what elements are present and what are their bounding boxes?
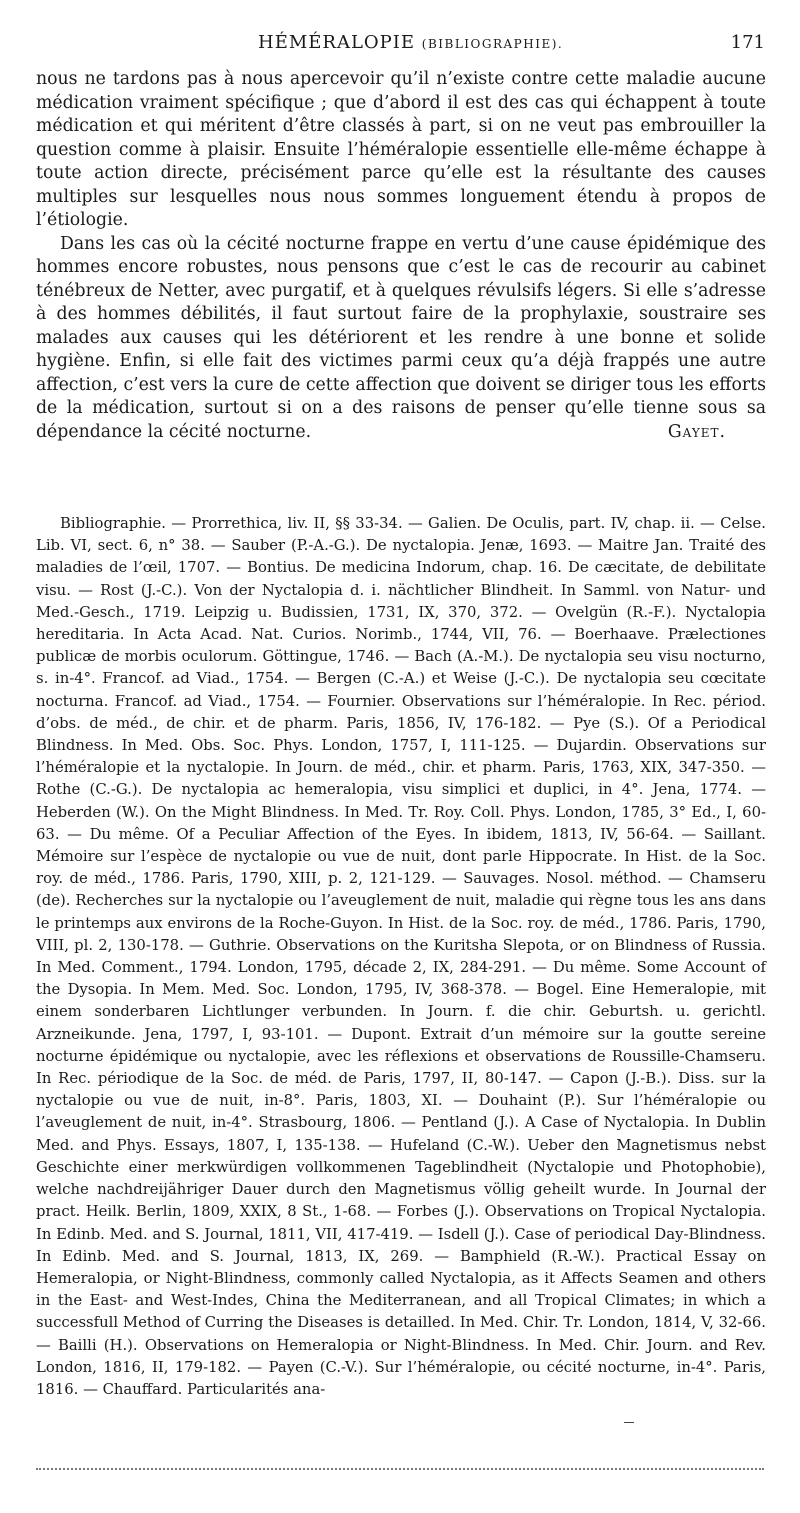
paragraph-2: Dans les cas où la cécité nocturne frappe en vertu d’une cause épidémique des hommes encore robustes, nous pensons que c’est le cas de recourir au cabinet ténébreux de Netter, avec purgatif, et à quelques révulsifs légers. Si elle s’adresse à des hommes débilités, il faut surtout faire de la prophylaxie, soustraire ses malades aux causes qui les détériorent et les rendre à une bonne et solide hygiène. Enfin, si elle fait des victimes parmi ceux qu’a déjà frappés une autre affection, c’est vers la cure de cette affection que doivent se diriger tous les efforts de la médication, surtout si on a des raisons de penser qu’elle tienne sous sa dépendance la cécité nocturne. [36,233,766,442]
stray-mark [624,1422,634,1423]
main-text [36,68,766,444]
running-header [38,30,765,60]
bibliography: Bibliographie. — Prorrethica, liv. II, §§ 33-34. — Galien. De Oculis, part. IV, chap. ii. — Celse. Lib. VI, sect. 6, n° 38. — Sauber (P.-A.-G.). De nyctalopia. Jenæ, 1693. — Maitre Jan. Traité des maladies de l’œil, 1707. — Bontius. De medicina Indorum, chap. 16. De cæcitate, de debilitate visu. — Rost (J.-C.). Von der Nyctalopia d. i. nächtlicher Blindheit. In Samml. von Natur- und Med.-Gesch., 1719. Leipzig u. Budissien, 1731, IX, 370, 372. — Ovelgün (R.-F.). Nyctalopia hereditaria. In Acta Acad. Nat. Curios. Norimb., 1744, VII, 76. — Boerhaave. Prælectiones publicæ de morbis oculorum. Göttingue, 1746. — Bach (A.-M.). De nyctalopia seu visu nocturno, s. in-4°. Francof. ad Viad., 1754. — Bergen (C.-A.) et Weise (J.-C.). De nyctalopia seu cœcitate nocturna. Francof. ad Viad., 1754. — Fournier. Observations sur l’héméralopie. In Rec. périod. d’obs. de méd., de chir. et de pharm. Paris, 1856, IV, 176-182. — Pye (S.). Of a Periodical Blindness. In Med. Obs. Soc. Phys. London, 1757, I, 111-125. — Dujardin. Observations sur l’héméralopie et la nyctalopie. In Journ. de méd., chir. et pharm. Paris, 1763, XIX, 347-350. — Rothe (C.-G.). De nyctalopia ac hemeralopia, visu simplici et duplici, in 4°. Jena, 1774. — Heberden (W.). On the Might Blindness. In Med. Tr. Roy. Coll. Phys. London, 1785, 3° Ed., I, 60-63. — Du même. Of a Peculiar Affection of the Eyes. In ibidem, 1813, IV, 56-64. — Saillant. Mémoire sur l’espèce de nyctalopie ou vue de nuit, dont parle Hippocrate. In Hist. de la Soc. roy. de méd., 1786. Paris, 1790, XIII, p. 2, 121-129. — Sauvages. Nosol. méthod. — Chamseru (de). Recherches sur la nyctalopie ou l’aveuglement de nuit, maladie qui règne tous les ans dans le printemps aux environs de la Roche-Guyon. In Hist. de la Soc. roy. de méd., 1786. Paris, 1790, VIII, pl. 2, 130-178. — Guthrie. Observations on the Kuritsha Slepota, or on Blindness of Russia. In Med. Comment., 1794. London, 1795, décade 2, IX, 284-291. — Du même. Some Account of the Dysopia. In Mem. Med. Soc. London, 1795, IV, 368-378. — Bogel. Eine Hemeralopie, mit einem sonderbaren Lichtlunger verbunden. In Journ. f. die chir. Geburtsh. u. gerichtl. Arzneikunde. Jena, 1797, I, 93-101. — Dupont. Extrait d’un mémoire sur la goutte sereine nocturne épidémique ou nyctalopie, avec les réflexions et observations de Roussille-Chamseru. In Rec. périodique de la Soc. de méd. de Paris, 1797, II, 80-147. — Capon (J.-B.). Diss. sur la nyctalopie ou vue de nuit, in-8°. Paris, 1803, XI. — Douhaint (P.). Sur l’héméralopie ou l’aveuglement de nuit, in-4°. Strasbourg, 1806. — Pentland (J.). A Case of Nyctalopia. In Dublin Med. and Phys. Essays, 1807, I, 135-138. — Hufeland (C.-W.). Ueber den Magnetismus nebst Geschichte einer merkwürdigen vollkommenen Tageblindheit (Nyctalopie und Photophobie), welche nachdreijähriger Dauer durch den Magnetismus völlig geheilt wurde. In Journal der pract. Heilk. Berlin, 1809, XXIX, 8 St., 1-68. — Forbes (J.). Observations on Tropical Nyctalopia. In Edinb. Med. and S. Journal, 1811, VII, 417-419. — Isdell (J.). Case of periodical Day-Blindness. In Edinb. Med. and S. Journal, 1813, IX, 269. — Bamphield (R.-W.). Practical Essay on Hemeralopia, or Night-Blindness, commonly called Nyctalopia, as it Affects Seamen and others in the East- and West-Indes, China the Mediterranean, and all Tropical Climates; in which a successfull Method of Curring the Diseases is detailled. In Med. Chir. Tr. London, 1814, V, 32-66. — Bailli (H.). Observations on Hemeralopia or Night-Blindness. In Med. Chir. Journ. and Rev. London, 1816, II, 179-182. — Payen (C.-V.). Sur l’héméralopie, ou cécité nocturne, in-4°. Paris, 1816. — Chauffard. Particularités ana- [36,515,766,1398]
running-title-text: HÉMÉRALOPIE [258,32,416,53]
page-number: 171 [730,32,765,53]
footer-dotted-rule [36,1468,764,1470]
running-title [258,32,563,53]
section-label: (BIBLIOGRAPHIE). [421,37,564,51]
author-signature: Gayet. [667,421,726,442]
paragraph-1: nous ne tardons pas à nous apercevoir qu’il n’existe contre cette maladie aucune médication vraiment spécifique ; que d’abord il est des cas qui échappent à toute médication et qui méritent d’être classés à part, si on ne veut pas embrouiller la question comme à plaisir. Ensuite l’héméralopie essentielle elle-même échappe à toute action directe, précisément parce qu’elle est la résultante des causes multiples sur lesquelles nous nous sommes longuement étendu à propos de l’étiologie. [36,69,766,230]
